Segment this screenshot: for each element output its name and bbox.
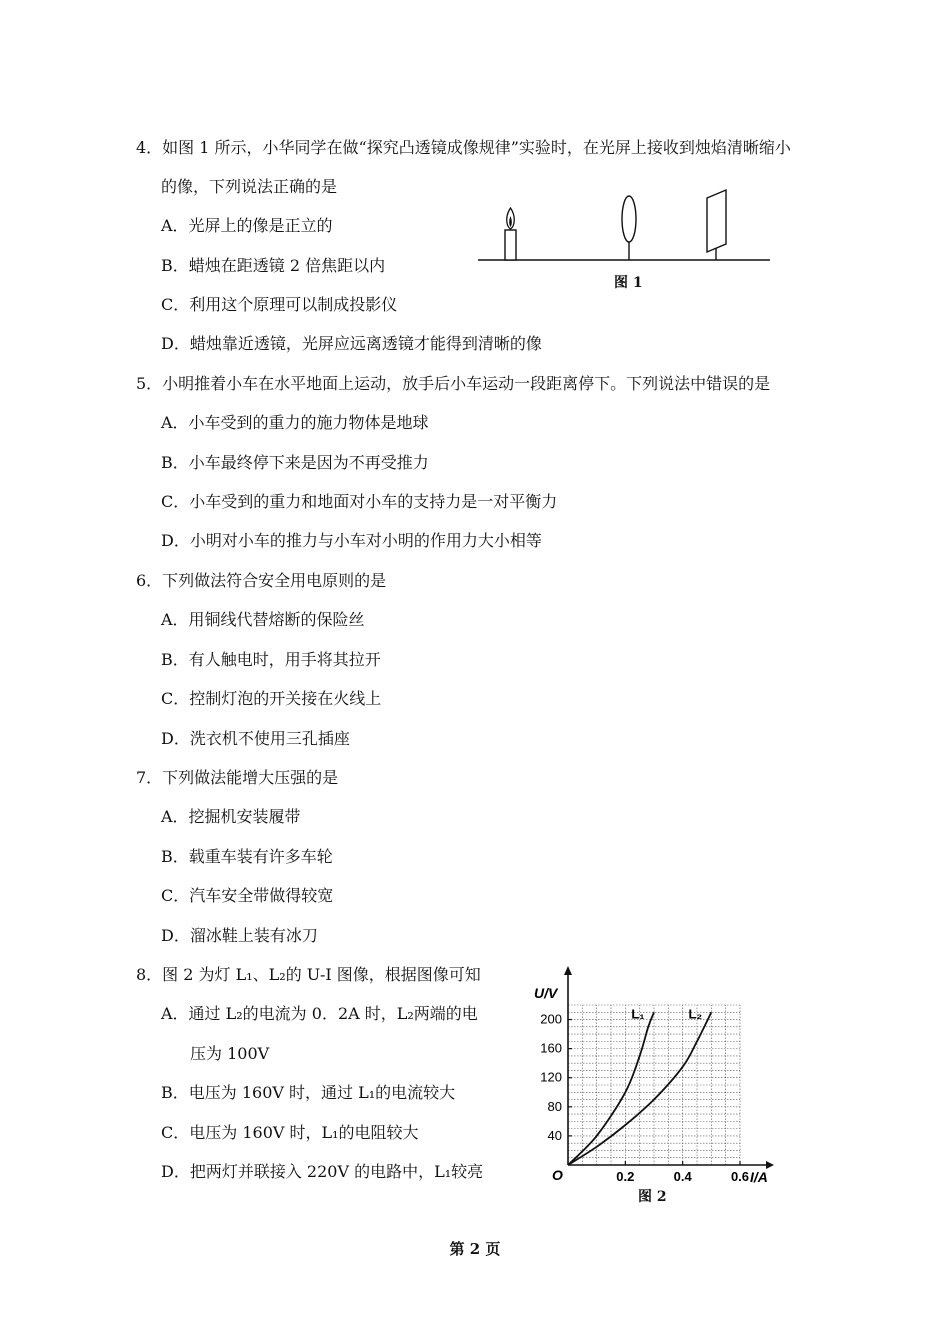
q4-stem-line2: 的像，下列说法正确的是 xyxy=(161,177,338,196)
q6-option-c: C．控制灯泡的开关接在火线上 xyxy=(161,689,382,708)
light-screen xyxy=(707,190,726,252)
y-tick-label: 40 xyxy=(547,1127,562,1143)
x-tick-label: 0.6 xyxy=(730,1169,750,1184)
x-axis-label: I/A xyxy=(750,1169,768,1185)
q8-option-a-line1: A．通过 L₂的电流为 0．2A 时，L₂两端的电 xyxy=(161,1004,478,1023)
y-tick-label: 80 xyxy=(547,1098,562,1114)
q6-option-d: D．洗衣机不使用三孔插座 xyxy=(161,729,350,748)
q5-stem: 5．小明推着小车在水平地面上运动，放手后小车运动一段距离停下。下列说法中错误的是 xyxy=(136,374,771,393)
candle-body xyxy=(505,230,516,260)
q7-option-c: C．汽车安全带做得较宽 xyxy=(161,886,334,905)
x-axis-arrow xyxy=(766,1161,774,1169)
y-axis-label: U/V xyxy=(534,985,558,1001)
series-label-l1: L₁ xyxy=(631,1006,645,1022)
q5-option-d: D．小明对小车的推力与小车对小明的作用力大小相等 xyxy=(161,531,542,550)
q4-option-d: D．蜡烛靠近透镜，光屏应远离透镜才能得到清晰的像 xyxy=(161,334,542,353)
x-tick-label: 0.2 xyxy=(616,1169,635,1184)
q5-option-b: B．小车最终停下来是因为不再受推力 xyxy=(161,453,429,472)
q5-option-c: C．小车受到的重力和地面对小车的支持力是一对平衡力 xyxy=(161,492,558,511)
figure-2-ui-chart xyxy=(530,960,780,1185)
q8-stem: 8．图 2 为灯 L₁、L₂的 U-I 图像，根据图像可知 xyxy=(136,965,481,984)
q7-option-b: B．载重车装有许多车轮 xyxy=(161,847,333,866)
q6-option-b: B．有人触电时，用手将其拉开 xyxy=(161,650,381,669)
x-tick-label: 0.4 xyxy=(673,1169,692,1184)
q7-option-d: D．溜冰鞋上装有冰刀 xyxy=(161,926,318,945)
q4-option-b: B．蜡烛在距透镜 2 倍焦距以内 xyxy=(161,256,386,275)
q8-option-b: B．电压为 160V 时，通过 L₁的电流较大 xyxy=(161,1083,456,1102)
q7-stem: 7．下列做法能增大压强的是 xyxy=(136,768,339,787)
series-label-l2: L₂ xyxy=(688,1006,703,1022)
y-tick-label: 200 xyxy=(540,1011,562,1027)
q8-option-c: C．电压为 160V 时，L₁的电阻较大 xyxy=(161,1123,419,1142)
figure-2-caption: 图 2 xyxy=(638,1189,667,1205)
origin-label: O xyxy=(552,1167,563,1183)
figure-1-caption: 图 1 xyxy=(614,275,643,291)
q6-stem: 6．下列做法符合安全用电原则的是 xyxy=(136,571,387,590)
q6-option-a: A．用铜线代替熔断的保险丝 xyxy=(161,610,365,629)
y-tick-label: 120 xyxy=(540,1069,562,1085)
q5-option-a: A．小车受到的重力的施力物体是地球 xyxy=(161,413,429,432)
convex-lens xyxy=(622,196,636,242)
q8-option-d: D．把两灯并联接入 220V 的电路中，L₁较亮 xyxy=(161,1162,484,1181)
q7-option-a: A．挖掘机安装履带 xyxy=(161,807,301,826)
q4-stem-line1: 4．如图 1 所示，小华同学在做“探究凸透镜成像规律”实验时，在光屏上接收到烛焰清晰缩小 xyxy=(136,138,791,157)
q4-option-a: A．光屏上的像是正立的 xyxy=(161,216,333,235)
chart-grid xyxy=(568,1005,740,1165)
y-tick-label: 160 xyxy=(540,1040,562,1056)
y-axis-arrow xyxy=(564,966,572,975)
page-footer: 第 2 页 xyxy=(449,1240,501,1258)
q8-option-a-line2: 压为 100V xyxy=(190,1044,270,1063)
q4-option-c: C．利用这个原理可以制成投影仪 xyxy=(161,295,398,314)
figure-1-optics-bench xyxy=(474,186,774,276)
